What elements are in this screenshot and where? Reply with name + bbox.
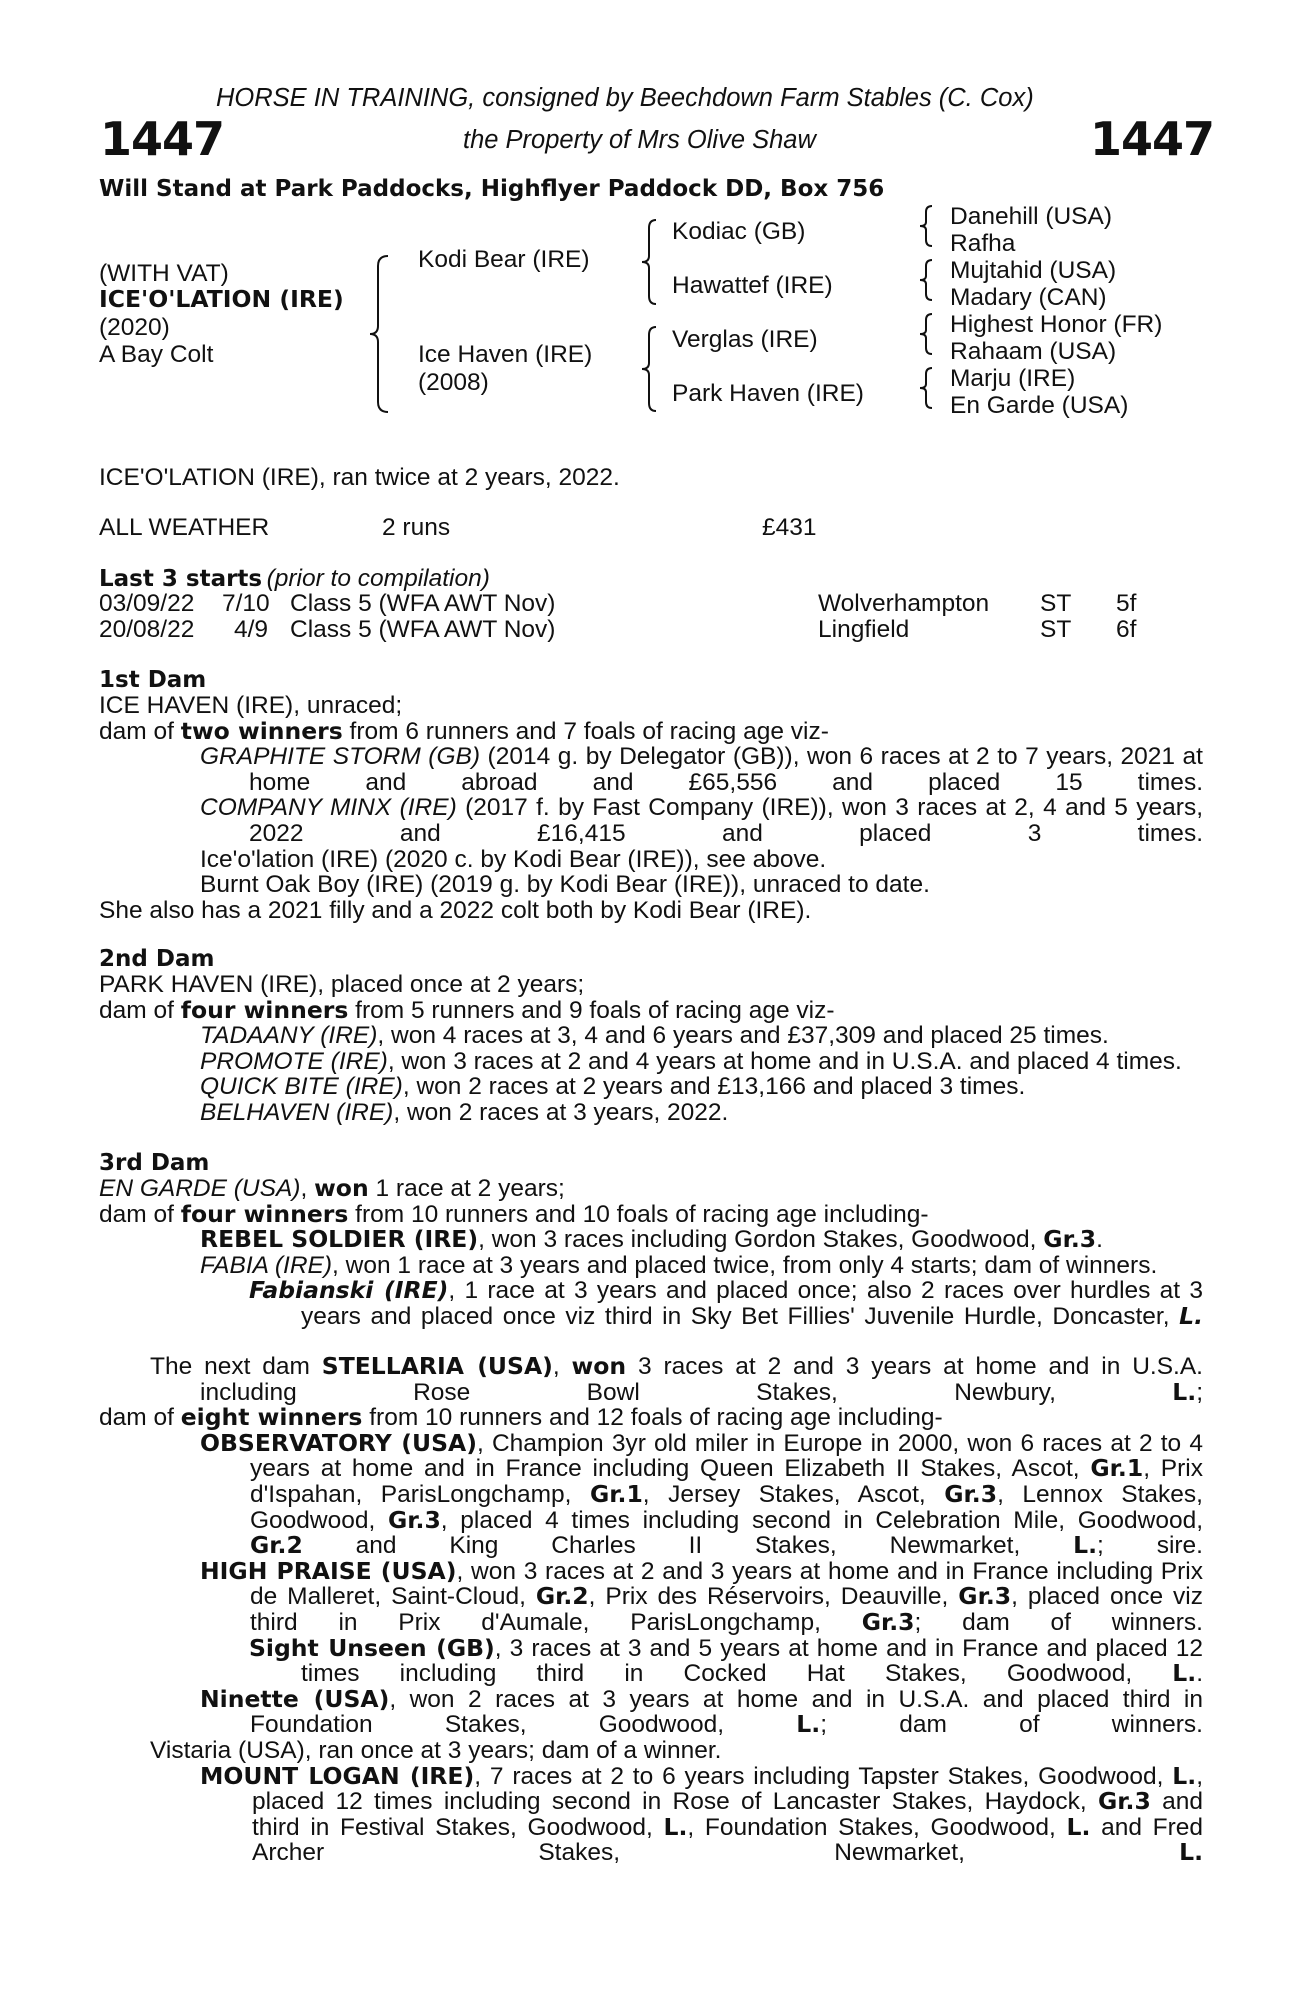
granddam-line-2: Rafha bbox=[950, 230, 1016, 257]
dam-dam: Park Haven (IRE) bbox=[672, 380, 864, 407]
produce-entry: FABIA (IRE), won 1 race at 3 years and placed twice, from only 4 starts; dam of winners. bbox=[200, 1251, 1158, 1279]
produce-entry: Burnt Oak Boy (IRE) (2019 g. by Kodi Bear (IRE)), unraced to date. bbox=[200, 871, 930, 899]
granddam-line-1: Danehill (USA) bbox=[950, 203, 1113, 230]
produce-entry: TADAANY (IRE), won 4 races at 3, 4 and 6 years and £37,309 and placed 25 times. bbox=[200, 1022, 1109, 1050]
third-dam-section bbox=[99, 1176, 1203, 1330]
first-dam-line: ICE HAVEN (IRE), unraced; bbox=[99, 692, 403, 719]
start-race: Class 5 (WFA AWT Nov) bbox=[290, 616, 556, 643]
produce-entry: PROMOTE (IRE), won 3 races at 2 and 4 years at home and in U.S.A. and placed 4 times. bbox=[200, 1047, 1182, 1075]
horse-name: ICE'O'LATION (IRE) bbox=[99, 285, 344, 313]
lot-number-left: 1447 bbox=[100, 112, 225, 166]
property-line: the Property of Mrs Olive Shaw bbox=[463, 126, 816, 154]
start-going: ST bbox=[1040, 590, 1072, 617]
granddam-line-3: Mujtahid (USA) bbox=[950, 257, 1117, 284]
last-starts-title: Last 3 starts bbox=[99, 566, 263, 592]
last-starts-heading bbox=[99, 565, 490, 593]
produce-entry: Vistaria (USA), ran once at 3 years; dam of a winner. bbox=[150, 1736, 722, 1764]
third-dam-produce-line: dam of four winners from 10 runners and 10 foals of racing age including- bbox=[99, 1199, 929, 1228]
sire-sire: Kodiac (GB) bbox=[672, 218, 806, 245]
first-dam-produce-line: dam of two winners from 6 runners and 7 foals of racing age viz- bbox=[99, 716, 829, 745]
produce-entry: GRAPHITE STORM (GB) (2014 g. by Delegator (GB)), won 6 races at 2 to 7 years, 2021 at home and abroad and £65,556 and placed 15 times. bbox=[200, 743, 1203, 796]
granddam-line-6: Rahaam (USA) bbox=[950, 338, 1117, 365]
pedigree-brace-dam bbox=[640, 325, 660, 413]
third-dam-title: 3rd Dam bbox=[99, 1150, 210, 1176]
start-distance: 5f bbox=[1116, 590, 1137, 617]
foaling-year: (2020) bbox=[99, 314, 170, 341]
granddam-line-5: Highest Honor (FR) bbox=[950, 311, 1163, 338]
next-dam-produce-line: dam of eight winners from 10 runners and 12 foals of racing age including- bbox=[99, 1403, 943, 1432]
horse-description: A Bay Colt bbox=[99, 341, 214, 368]
produce-entry: Ninette (USA), won 2 races at 3 years at home and in U.S.A. and placed third in Foundation Stakes, Goodwood, L.; dam of winners. bbox=[200, 1684, 1203, 1739]
record-surface: ALL WEATHER bbox=[99, 514, 270, 541]
start-course: Lingfield bbox=[818, 616, 910, 643]
first-dam-note: She also has a 2021 filly and a 2022 colt both by Kodi Bear (IRE). bbox=[99, 896, 812, 924]
start-date: 20/08/22 bbox=[99, 616, 195, 643]
vat-label: (WITH VAT) bbox=[99, 260, 229, 287]
stand-location: Will Stand at Park Paddocks, Highflyer Paddock DD, Box 756 bbox=[99, 176, 885, 202]
produce-entry: OBSERVATORY (USA), Champion 3yr old miler in Europe in 2000, won 6 races at 2 to 4 years at home and in France including Queen Elizabeth II Stakes, Ascot, Gr.1, Prix d'Ispahan, ParisLongchamp, Gr.1, Jersey Stakes, Ascot, Gr.3, Lennox Stakes, Goodwood, Gr.3, placed 4 times including second in Celebration Mile, Goodwood, Gr.2 and King Charles II Stakes, Newmarket, L.; sire. bbox=[200, 1428, 1204, 1560]
start-course: Wolverhampton bbox=[818, 590, 990, 617]
consignment-line: HORSE IN TRAINING, consigned by Beechdown Farm Stables (C. Cox) bbox=[216, 84, 1034, 112]
start-date: 03/09/22 bbox=[99, 590, 195, 617]
dam-year: (2008) bbox=[418, 369, 489, 396]
pedigree-brace-sire bbox=[640, 218, 660, 306]
next-dam-section bbox=[99, 1354, 1203, 1866]
produce-entry: MOUNT LOGAN (IRE), 7 races at 2 to 6 years including Tapster Stakes, Goodwood, L., placed 12 times including second in Rose of Lancaster Stakes, Haydock, Gr.3 and third in Festival Stakes, Goodwood, L., Foundation Stakes, Goodwood, L. and Fred Archer Stakes, Newmarket, L. bbox=[200, 1761, 1203, 1867]
third-dam-line: EN GARDE (USA), won 1 race at 2 years; bbox=[99, 1174, 565, 1202]
race-summary: ICE'O'LATION (IRE), ran twice at 2 years, 2022. bbox=[99, 464, 620, 491]
lot-number-right: 1447 bbox=[1090, 112, 1215, 166]
next-dam-line: The next dam STELLARIA (USA), won 3 races at 2 and 3 years at home and in U.S.A. including Rose Bowl Stakes, Newbury, L.; bbox=[150, 1352, 1203, 1406]
granddam-line-8: En Garde (USA) bbox=[950, 392, 1129, 419]
produce-entry: HIGH PRAISE (USA), won 3 races at 2 and 3 years at home and in France including Prix de Malleret, Saint-Cloud, Gr.2, Prix des Réservoirs, Deauville, Gr.3, placed once viz third in Prix d'Aumale, ParisLongchamp, Gr.3; dam of winners. bbox=[200, 1556, 1203, 1636]
dam: Ice Haven (IRE) bbox=[418, 341, 593, 368]
produce-entry: REBEL SOLDIER (IRE), won 3 races including Gordon Stakes, Goodwood, Gr.3. bbox=[200, 1225, 1103, 1254]
pedigree-brace-g2 bbox=[918, 258, 936, 302]
pedigree-brace-g1 bbox=[918, 204, 936, 248]
produce-entry: Sight Unseen (GB), 3 races at 3 and 5 years at home and in France and placed 12 times including third in Cocked Hat Stakes, Goodwood, L.. bbox=[249, 1633, 1203, 1688]
granddam-line-4: Madary (CAN) bbox=[950, 284, 1107, 311]
produce-entry: COMPANY MINX (IRE) (2017 f. by Fast Company (IRE)), won 3 races at 2, 4 and 5 years, 2022 and £16,415 and placed 3 times. bbox=[200, 794, 1203, 847]
first-dam-section bbox=[99, 693, 1203, 923]
sire-dam: Hawattef (IRE) bbox=[672, 272, 833, 299]
start-going: ST bbox=[1040, 616, 1072, 643]
start-position: 7/10 bbox=[222, 590, 270, 617]
second-dam-line: PARK HAVEN (IRE), placed once at 2 years; bbox=[99, 971, 585, 998]
dam-sire: Verglas (IRE) bbox=[672, 326, 818, 353]
second-dam-produce-line: dam of four winners from 5 runners and 9 foals of racing age viz- bbox=[99, 995, 835, 1024]
produce-entry: QUICK BITE (IRE), won 2 races at 2 years and £13,166 and placed 3 times. bbox=[200, 1073, 1026, 1101]
second-dam-section bbox=[99, 972, 1203, 1126]
produce-entry: Ice'o'lation (IRE) (2020 c. by Kodi Bear (IRE)), see above. bbox=[200, 845, 827, 873]
pedigree-brace-g3 bbox=[918, 312, 936, 356]
first-dam-title: 1st Dam bbox=[99, 667, 207, 693]
sire: Kodi Bear (IRE) bbox=[418, 246, 590, 273]
record-runs: 2 runs bbox=[382, 514, 451, 541]
pedigree-brace-main bbox=[368, 254, 392, 414]
last-starts-note: (prior to compilation) bbox=[266, 565, 490, 592]
produce-entry: Fabianski (IRE), 1 race at 3 years and placed once; also 2 races over hurdles at 3 years and placed once viz third in Sky Bet Fillies' Juvenile Hurdle, Doncaster, L. bbox=[249, 1276, 1203, 1330]
second-dam-title: 2nd Dam bbox=[99, 946, 215, 972]
start-distance: 6f bbox=[1116, 616, 1137, 643]
pedigree-brace-g4 bbox=[918, 366, 936, 410]
start-position: 4/9 bbox=[234, 616, 269, 643]
start-race: Class 5 (WFA AWT Nov) bbox=[290, 590, 556, 617]
produce-entry: BELHAVEN (IRE), won 2 races at 3 years, 2022. bbox=[200, 1098, 729, 1126]
record-earnings: £431 bbox=[762, 514, 817, 541]
granddam-line-7: Marju (IRE) bbox=[950, 365, 1076, 392]
